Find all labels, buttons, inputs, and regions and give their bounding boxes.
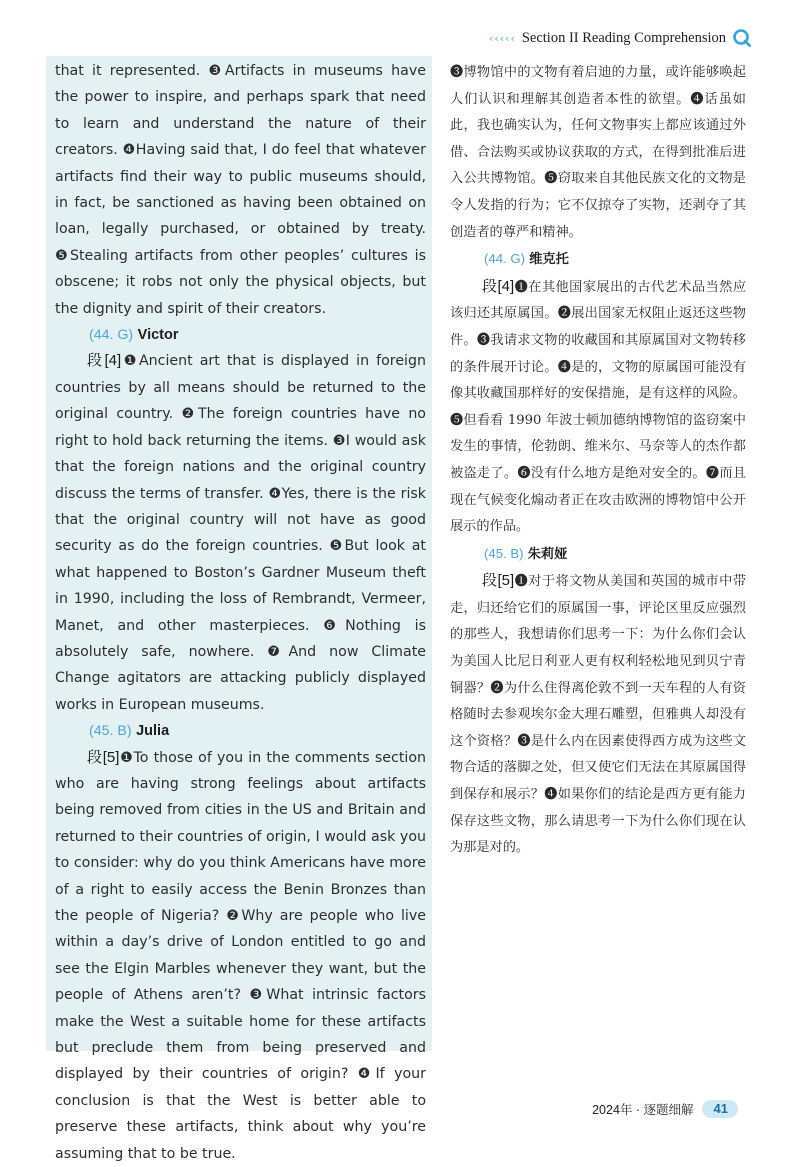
paragraph-4-text: ❶Ancient art that is displayed in foreign countries by all means should be returned to the original country. ❷The foreign countries have no right to hold back returning the items. ❸I would ask that the foreign nations and the original country discuss the terms of transfer. ❹Yes, there is the risk that the original country will not have as good security as do the foreign countries. ❺But look at what happened to Boston’s Gardner Museum theft in 1990, including the loss of Rembrandt, Vermeer, Manet, and other masterpieces. ❻Nothing is absolutely safe, nowhere. ❼And now Climate Change agitators are attacking publicly displayed works in European museums. — [55, 353, 426, 713]
julia-name-cn: 朱莉娅 — [527, 546, 568, 562]
english-julia-heading — [55, 718, 426, 744]
english-paragraph-5 — [55, 745, 426, 1167]
english-column — [55, 58, 426, 1167]
paragraph-4-marker-cn: 段[4] — [482, 277, 515, 295]
chinese-julia-heading — [450, 541, 746, 569]
arrows-decoration: ‹‹‹‹‹ — [488, 31, 516, 45]
paragraph-5-marker-cn: 段[5] — [482, 572, 515, 590]
paragraph-4-marker: 段[4] — [87, 352, 122, 370]
chinese-column — [450, 60, 746, 862]
english-paragraph-continued: that it represented. ❸Artifacts in museums have the power to inspire, and perhaps spark that need to learn and understand the nature of their creators. ❹Having said that, I do feel that whatever artifacts find their way to public museums should, in fact, be sanctioned as having been obtained on loan, legally purchased, or obtained by treaty. ❺Stealing artifacts from other peoples’ cultures is obscene; it robs not only the physical objects, but the dignity and spirit of their creators. — [55, 63, 426, 317]
chinese-paragraph-5 — [450, 568, 746, 862]
english-victor-heading — [55, 322, 426, 348]
victor-name: Victor — [137, 327, 179, 344]
chinese-victor-heading — [450, 246, 746, 274]
chinese-paragraph-4 — [450, 274, 746, 541]
english-paragraph-4 — [55, 348, 426, 718]
victor-name-cn: 维克托 — [529, 252, 569, 268]
paragraph-5-text-cn: ❶对于将文物从美国和英国的城市中带走，归还给它们的原属国一事，评论区里反应强烈的那些人，我想请你们思考一下：为什么你们会认为美国人比尼日利亚人更有权利轻松地见到贝宁青铜器？❷为什么住得离伦敦不到一天车程的人有资格随时去参观埃尔金大理石雕塑，但雅典人却没有这个资格？❸是什么内在因素使得西方成为这些文物合适的落脚之处，但又使它们无法在其原属国得到保存和展示？❹如果你们的结论是西方更有能力保存这些文物，那么请思考一下为什么你们现在认为那是对的。 — [450, 574, 747, 856]
magnifier-q-icon — [732, 28, 752, 48]
section-title: Section II Reading Comprehension — [521, 29, 726, 46]
section-header — [489, 28, 752, 48]
julia-answer-tag-cn: (45. B) — [484, 545, 524, 561]
page-number: 41 — [702, 1100, 738, 1118]
paragraph-5-text: ❶To those of you in the comments section who are having strong feelings about artifacts being removed from cities in the US and Britain and returned to their countries of origin, I would ask you to consider: why do you think Americans have more of a right to easily access the Benin Bronzes than the people of Nigeria? ❷Why are people who live within a day’s drive of London entitled to go and see the Elgin Marbles whenever they want, but the people of Athens aren’t? ❸What intrinsic factors make the West a suitable home for these artifacts but preclude them from being preserved and displayed by their countries of origin? ❹If your conclusion is that the West is better able to preserve these artifacts, think about why you’re assuming that to be true. — [55, 749, 426, 1162]
julia-name: Julia — [136, 723, 170, 740]
book-title: 2024年 · 逐题细解 — [592, 1103, 694, 1117]
page-footer — [592, 1100, 738, 1118]
chinese-paragraph-continued: ❸博物馆中的文物有着启迪的力量，或许能够唤起人们认识和理解其创造者本性的欲望。❹话虽如此，我也确实认为，任何文物事实上都应该通过外借、合法购买或协议获取的方式，在得到批准后进入公共博物馆。❺窃取来自其他民族文化的文物是令人发指的行为；它不仅掠夺了实物，还剥夺了其创造者的尊严和精神。 — [450, 65, 746, 240]
victor-answer-tag: (44. G) — [89, 327, 134, 344]
julia-answer-tag: (45. B) — [89, 723, 132, 740]
paragraph-5-marker: 段[5] — [87, 748, 120, 766]
paragraph-4-text-cn: ❶在其他国家展出的古代艺术品当然应该归还其原属国。❷展出国家无权阻止返还这些物件。❸我请求文物的收藏国和其原属国对文物转移的条件展开讨论。❹是的，文物的原属国可能没有像其收藏国那样好的安保措施，是有这样的风险。❺但看看 1990 年波士顿加德纳博物馆的盗窃案中发生的事情，伦勃朗、维米尔、马奈等人的杰作都被盗走了。❻没有什么地方是绝对安全的。❼而且现在气候变化煽动者正在攻击欧洲的博物馆中公开展示的作品。 — [450, 279, 747, 535]
victor-answer-tag-cn: (44. G) — [484, 251, 526, 267]
